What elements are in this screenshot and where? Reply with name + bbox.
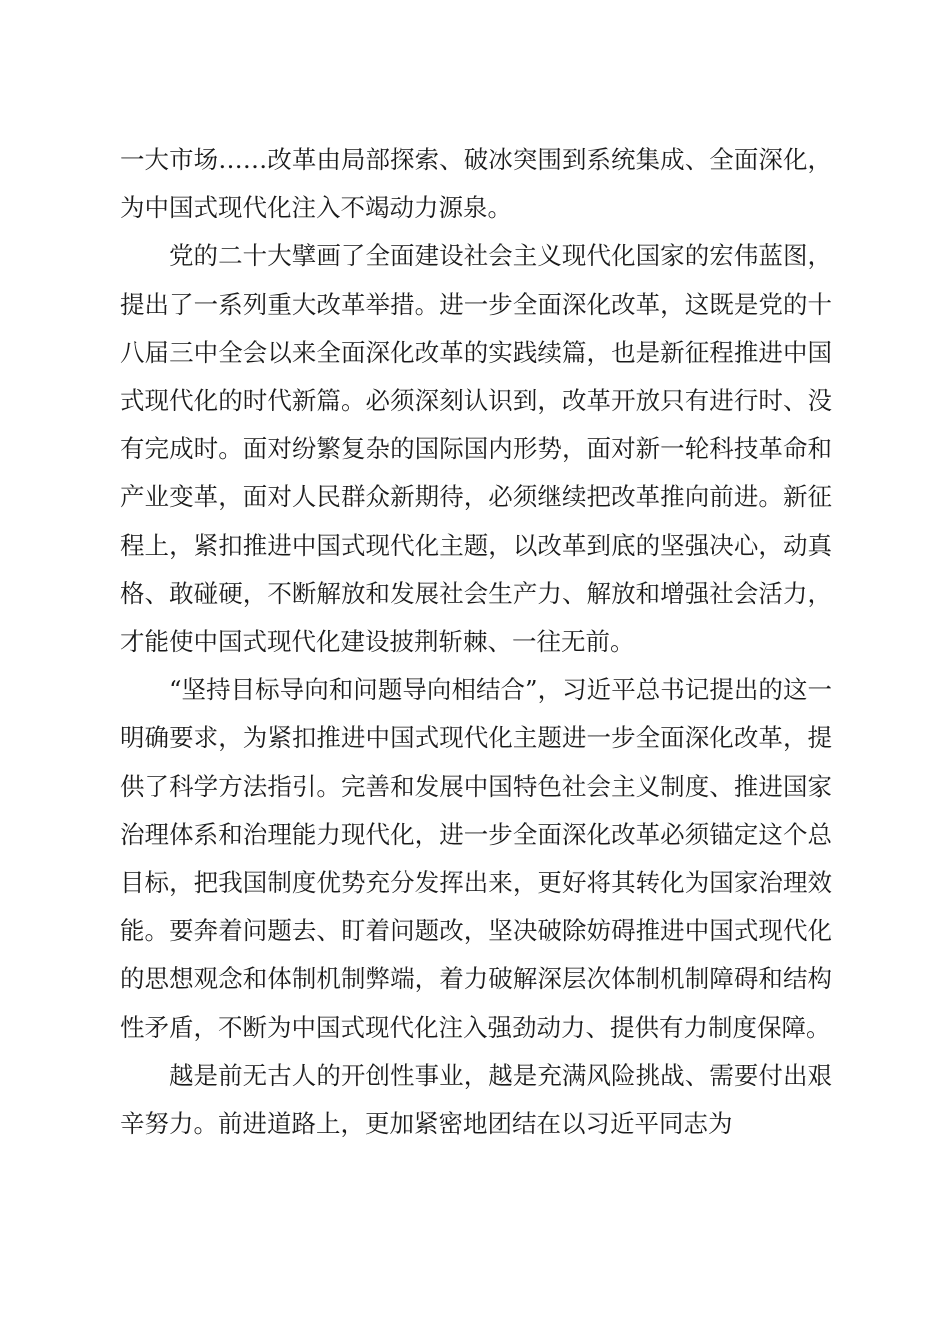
document-body (120, 136, 832, 1148)
paragraph-twentieth-congress: 党的二十大擘画了全面建设社会主义现代化国家的宏伟蓝图，提出了一系列重大改革举措。进一步全面深化改革，这既是党的十八届三中全会以来全面深化改革的实践续篇，也是新征程推进中国式现代化的时代新篇。必须深刻认识到，改革开放只有进行时、没有完成时。面对纷繁复杂的国际国内形势，面对新一轮科技革命和产业变革，面对人民群众新期待，必须继续把改革推向前进。新征程上，紧扣推进中国式现代化主题，以改革到底的坚强决心，动真格、敢碰硬，不断解放和发展社会生产力、解放和增强社会活力，才能使中国式现代化建设披荆斩棘、一往无前。 (120, 241, 832, 657)
paragraph-pioneering-cause: 越是前无古人的开创性事业，越是充满风险挑战、需要付出艰辛努力。前进道路上，更加紧密地团结在以习近平同志为 (120, 1060, 832, 1139)
paragraph-goal-and-problem-orientation: “坚持目标导向和问题导向相结合”，习近平总书记提出的这一明确要求，为紧扣推进中国式现代化主题进一步全面深化改革，提供了科学方法指引。完善和发展中国特色社会主义制度、推进国家治理体系和治理能力现代化，进一步全面深化改革必须锚定这个总目标，把我国制度优势充分发挥出来，更好将其转化为国家治理效能。要奔着问题去、盯着问题改，坚决破除妨碍推进中国式现代化的思想观念和体制机制弊端，着力破解深层次体制机制障碍和结构性矛盾，不断为中国式现代化注入强劲动力、提供有力制度保障。 (120, 675, 832, 1042)
paragraph-continuation: 一大市场……改革由局部探索、破冰突围到系统集成、全面深化，为中国式现代化注入不竭动力源泉。 (120, 145, 832, 223)
